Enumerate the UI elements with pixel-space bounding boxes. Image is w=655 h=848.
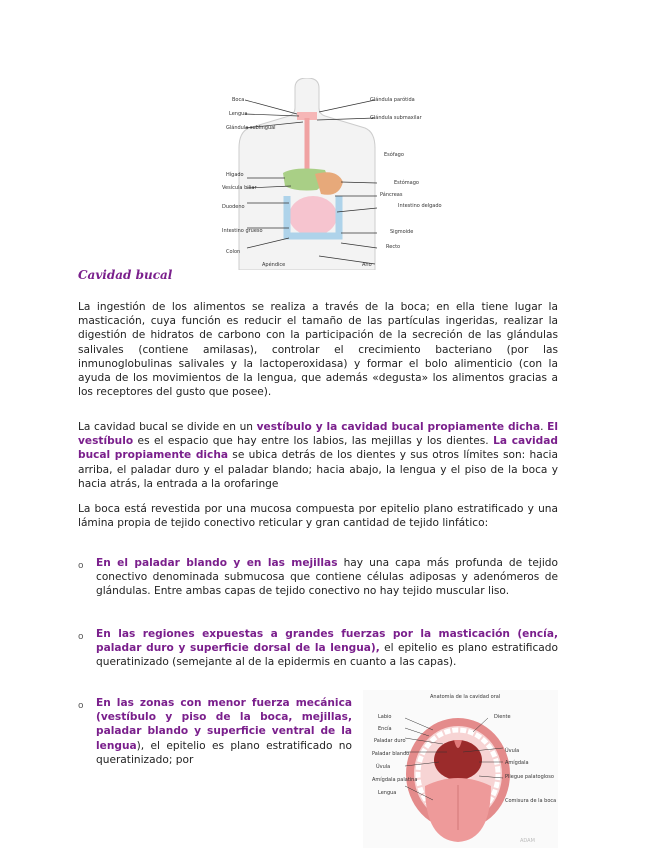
fig1-label-parotida: Glándula parótida xyxy=(370,97,415,103)
fig1-label-esofago: Esófago xyxy=(384,152,404,158)
fig1-label-recto: Recto xyxy=(386,244,401,250)
p2-text-4: se ubica detrás de los dientes y sus otros límites son: hacia arriba, el paladar duro y el paladar blando; hacia abajo, la lengua y el piso de la boca y hacia atrás, la entrada a la orofaringe xyxy=(78,449,558,490)
fig1-label-intestino-delgado: Intestino delgado xyxy=(398,203,442,209)
fig2-label-uvula-left: Úvula xyxy=(376,764,391,770)
fig1-label-sigmoide: Sigmoide xyxy=(390,229,414,235)
fig1-label-estomago: Estómago xyxy=(394,180,419,186)
paragraph-division xyxy=(78,420,558,491)
fig1-label-intestino-grueso: Intestino grueso xyxy=(222,228,263,234)
bullet-marker-1: o xyxy=(78,561,84,571)
fig2-label-pliegue: Pliegue palatogloso xyxy=(505,774,554,780)
paragraph-ingestion: La ingestión de los alimentos se realiza a través de la boca; en ella tiene lugar la masticación, cuya función es reducir el tamaño de las partículas ingeridas, realizar la digestión de hidratos de carbono con la participación de la secreción de las glándulas salivales (contiene amilasas), controlar el crecimiento bacteriano (por las inmunoglobulinas salivales y la lactoperoxidasa) y formar el bolo alimenticio (con la ayuda de los movimientos de la lengua, que además «degusta» los alimentos gracias a los receptores del gusto que posee). xyxy=(78,301,558,399)
p2-highlight-3: La cavidad bucal propiamente dicha xyxy=(78,435,558,462)
fig2-title: Anatomía de la cavidad oral xyxy=(430,694,501,700)
fig1-label-vesicula: Vesícula biliar xyxy=(222,185,257,191)
p2-text-2: . xyxy=(540,421,548,433)
fig1-label-apendice: Apéndice xyxy=(262,262,286,268)
bullet-2-highlight: En las regiones expuestas a grandes fuerzas por la masticación (encía, paladar duro y superficie dorsal de la lengua), xyxy=(96,628,558,655)
fig1-label-duodeno: Duodeno xyxy=(222,204,245,210)
section-title: Cavidad bucal xyxy=(78,268,173,282)
fig2-label-uvula-right: Úvula xyxy=(505,748,520,754)
oral-cavity-figure xyxy=(363,690,558,848)
bullet-item-3 xyxy=(96,696,352,767)
fig2-label-lengua: Lengua xyxy=(378,790,397,796)
fig2-watermark: ADAM xyxy=(520,838,535,844)
bullet-1-text: hay una capa más profunda de tejido conectivo denominada submucosa que contiene células adiposas y adenómeros de glándulas. Entre ambas capas de tejido conectivo no hay tejido muscular liso. xyxy=(96,557,558,598)
bullet-item-2 xyxy=(96,627,558,670)
bullet-2-text: el epitelio es plano estratificado queratinizado (semejante al de la epidermis en cuanto a las capas). xyxy=(96,642,558,669)
bullet-item-1 xyxy=(96,556,558,599)
fig2-label-diente: Diente xyxy=(494,714,511,720)
paragraph-mucosa: La boca está revestida por una mucosa compuesta por epitelio plano estratificado y una lámina propia de tejido conectivo reticular y gran cantidad de tejido linfático: xyxy=(78,503,558,530)
bullet-marker-3: o xyxy=(78,701,84,711)
fig1-label-colon: Colon xyxy=(226,249,241,255)
bullet-marker-2: o xyxy=(78,632,84,642)
fig2-label-labio: Labio xyxy=(378,714,392,720)
digestive-system-figure xyxy=(225,78,435,270)
p2-text-3: es el espacio que hay entre los labios, las mejillas y los dientes. xyxy=(133,435,494,448)
p2-highlight-2: El vestíbulo xyxy=(78,421,558,448)
fig1-label-sublingual: Glándula sublingual xyxy=(226,125,276,131)
fig1-label-ano: Ano xyxy=(362,262,372,268)
fig2-label-amigdala-palatina: Amígdala palatina xyxy=(372,777,418,783)
p2-highlight-1: vestíbulo y la cavidad bucal propiamente dicha xyxy=(256,421,541,433)
p2-text-1: La cavidad bucal se divide en un xyxy=(78,421,257,433)
bullet-3-text: ), el epitelio es plano estratificado no queratinizado; por xyxy=(96,739,352,766)
fig1-label-lengua: Lengua xyxy=(229,111,248,117)
bullet-3-highlight: En las zonas con menor fuerza mecánica (vestíbulo y piso de la boca, mejillas, paladar blando y superficie ventral de la lengua xyxy=(96,697,352,752)
fig1-label-submaxilar: Glándula submaxilar xyxy=(370,115,422,121)
fig2-label-comisura: Comisura de la boca xyxy=(505,798,557,804)
bullet-1-highlight: En el paladar blando y en las mejillas xyxy=(96,557,338,569)
fig2-label-amigdala: Amígdala xyxy=(505,760,529,766)
fig1-label-higado: Hígado xyxy=(226,172,244,178)
fig1-label-pancreas: Páncreas xyxy=(380,192,403,198)
fig1-label-boca: Boca xyxy=(232,97,245,103)
fig2-label-encia: Encía xyxy=(378,726,392,732)
fig2-label-paladar-blando: Paladar blando xyxy=(372,751,410,757)
fig2-label-paladar-duro: Paladar duro xyxy=(374,738,406,744)
